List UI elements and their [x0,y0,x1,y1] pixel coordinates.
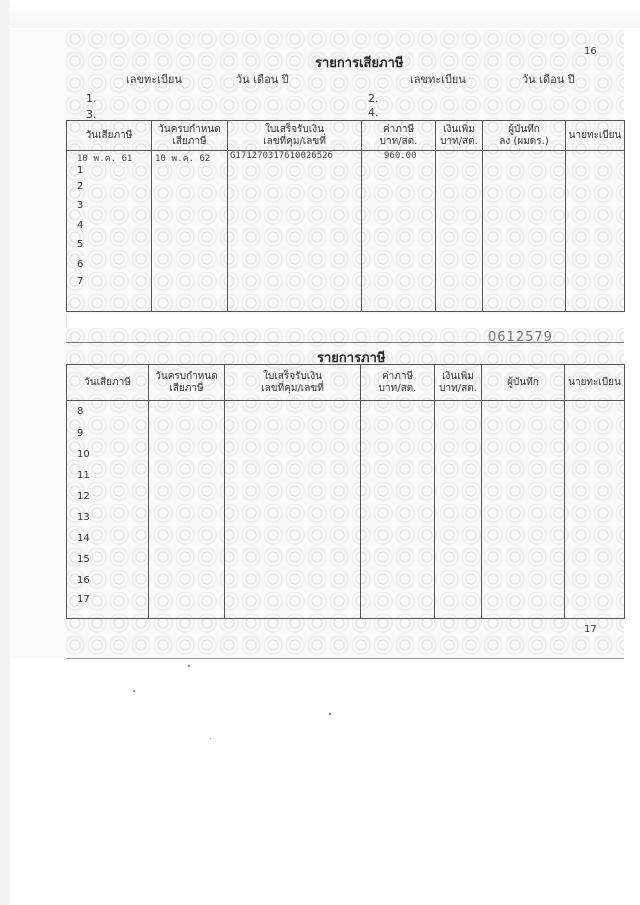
date-label-left: วัน เดือน ปี [236,73,289,86]
table-row [67,177,625,196]
col-recorder: ผู้บันทึก [482,365,565,401]
row-number: 16 [77,574,90,586]
row-number: 1 [77,165,84,176]
col-recorder: ผู้บันทึก ลง (ผมดร.) [483,121,566,151]
scan-background [0,0,640,28]
table-row [67,215,625,235]
table-row [67,444,625,465]
tax-amount-value: 960.00 [384,151,417,161]
row-number: 10 [77,448,90,460]
reg-entry: 3. [86,108,97,121]
row-number: 5 [77,239,84,251]
reg-entry: 4. [368,106,379,119]
table-row [67,570,625,591]
table-row [67,465,625,486]
row-number: 12 [77,490,90,502]
row-number: 11 [77,469,90,481]
col-registrar: นายทะเบียน [566,121,625,151]
table-row [67,255,625,275]
col-due-date: วันครบกำหนด เสียภาษี [149,365,225,401]
tax-payment-table-top [66,120,625,312]
col-paid-date: วันเสียภาษี [67,365,149,401]
page-number-bottom: 17 [584,624,597,635]
paid-date-value: 10 พ.ค. 61 [77,154,133,164]
row-number: 9 [77,427,84,439]
col-due-date: วันครบกำหนด เสียภาษี [152,121,228,151]
col-surcharge: เงินเพิ่ม บาท/สต. [436,121,483,151]
row-number: 7 [77,276,84,288]
col-paid-date: วันเสียภาษี [67,121,152,151]
row-number: 8 [77,406,84,418]
row-number: 13 [77,511,90,523]
table-row [67,528,625,549]
row-number: 6 [77,258,84,270]
col-registrar: นายทะเบียน [565,365,625,401]
col-receipt: ใบเสร็จรับเงิน เลขที่คุม/เลขที่ [228,121,362,151]
receipt-number-value: G17127031761002652б [230,151,333,161]
col-receipt: ใบเสร็จรับเงิน เลขที่คุม/เลขที่ [225,365,361,401]
page-number-top: 16 [584,46,597,57]
scan-speck [210,738,211,739]
col-surcharge: เงินเพิ่ม บาท/สต. [435,365,482,401]
bottom-section-title: รายการภาษี [317,351,386,366]
table-row [67,591,625,619]
table-row [67,549,625,570]
table-row [67,507,625,528]
date-label-right: วัน เดือน ปี [522,73,575,86]
scan-speck [329,713,331,715]
row-number: 2 [77,180,84,192]
top-section-title: รายการเสียภาษี [315,56,404,71]
scan-speck [133,690,135,692]
scan-speck [188,665,190,667]
row-number: 14 [77,532,90,544]
table-row [67,196,625,216]
table-row [67,235,625,255]
table-row [67,401,625,423]
row-number: 15 [77,553,90,565]
row-number: 3 [77,199,84,211]
page-stub [10,30,67,658]
reg-entry: 2. [368,92,379,105]
row-number: 17 [77,593,90,605]
tax-payment-table-bottom [66,364,625,619]
reg-label-right: เลขทะเบียน [410,73,466,86]
table-row [67,486,625,507]
col-tax: ค่าภาษี บาท/สต. [362,121,436,151]
divider [66,658,624,659]
serial-number: 0612579 [488,330,553,345]
table-row [67,274,625,311]
reg-label-left: เลขทะเบียน [126,73,182,86]
table-row [67,423,625,444]
col-tax: ค่าภาษี บาท/สต. [361,365,435,401]
scan-edge [0,0,10,905]
table-row [67,151,625,177]
reg-entry: 1. [86,92,97,105]
due-date-value: 10 พ.ค. 62 [155,154,211,164]
row-number: 4 [77,219,84,231]
